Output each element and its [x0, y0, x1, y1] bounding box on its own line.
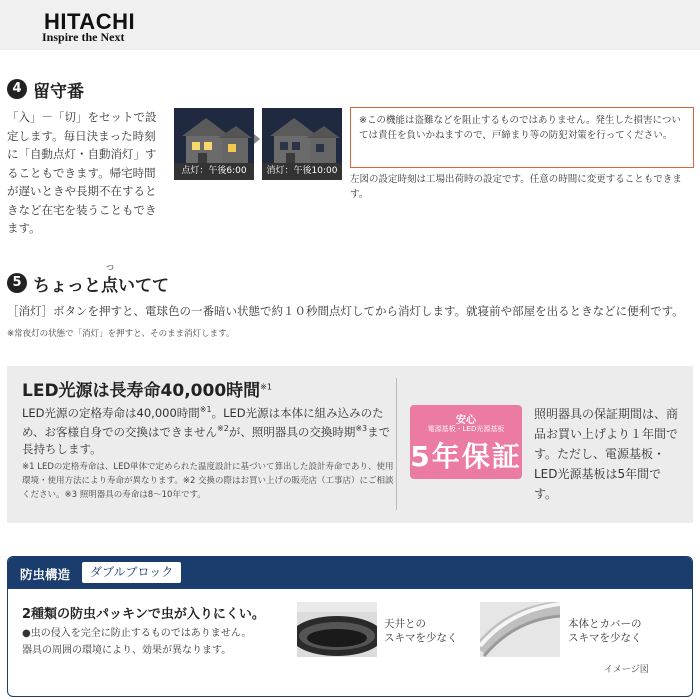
lights-on-time-label: 点灯：午後6:00 — [174, 163, 254, 180]
led-body-footnote-2: ※2 — [217, 424, 229, 434]
insect-proof-title: 2種類の防虫パッキンで虫が入りにくい。 — [22, 607, 265, 622]
led-footnotes: ※1 LEDの定格寿命は、LED単体で定められた温度設計に基づいて算出した設計寿命であり、使用環境・使用方法により寿命が異なります。※2 交換の際はお買い上げの販売店（工事店）にご相談ください。※3 照明器具の寿命は8～10年です。 — [22, 462, 394, 500]
led-panel-divider — [396, 378, 397, 510]
led-body-part-3: が、照明器具の交換時期 — [228, 425, 356, 440]
insect-proof-header — [8, 557, 693, 589]
cover-gap-caption — [568, 617, 642, 645]
badge-warranty-label: 5年保証 — [410, 440, 522, 473]
ceiling-gap-packing-image — [297, 602, 377, 657]
led-lifetime-body — [22, 402, 394, 457]
badge-coverage-label: 電源基板・LED光源基板 — [427, 425, 505, 433]
security-disclaimer-box: ※この機能は盗難などを阻止するものではありません。発生した損害については責任を負いかねますので、戸締まり等の防犯対策を行ってください。 — [350, 107, 694, 168]
insect-proof-notes — [22, 625, 287, 659]
brand-header — [0, 0, 700, 50]
ceiling-gap-caption-line-2: スキマを少なく — [384, 632, 458, 644]
brand-tagline: Inspire the Next — [42, 30, 125, 44]
ceiling-gap-caption — [384, 617, 458, 645]
section-5-body: ［消灯］ボタンを押すと、電球色の一番暗い状態で約１０秒間点灯してから消灯します。就寝前や部屋を出るときなどに便利です。 — [7, 304, 684, 318]
led-body-part-2: 。LED光源は本体に組み込みのため、お客様自身での交換はできません — [22, 405, 384, 440]
section-5-furigana: つ — [106, 263, 114, 272]
insect-proof-note-1: ●虫の侵入を完全に防止するものではありません。 — [22, 628, 252, 639]
section-4-number: 4 — [7, 79, 27, 99]
led-title-footnote-mark: ※1 — [260, 382, 272, 392]
led-body-part-4: まで長持ちします。 — [22, 425, 391, 456]
five-year-warranty-badge — [410, 405, 522, 479]
brand-logo: HITACHI — [44, 9, 136, 34]
lights-off-time-label: 消灯：午後10:00 — [262, 163, 342, 180]
chevron-right-icon — [254, 134, 260, 144]
cover-gap-packing-image — [480, 602, 560, 657]
double-block-tag: ダブルブロック — [82, 562, 181, 583]
insect-proof-label: 防虫構造 — [20, 567, 71, 582]
cover-gap-caption-line-1: 本体とカバーの — [568, 618, 642, 630]
insect-proof-note-2: 器具の周囲の環境により、効果が異なります。 — [22, 645, 232, 656]
section-4-body: 「入」－「切」をセットで設定します。毎日決まった時刻に「自動点灯・自動消灯」することもできます。帰宅時間が遅いときや長期不在するときなど在宅を装うこともできます。 — [7, 110, 157, 235]
section-5-title: ちょっと点いてて — [33, 276, 169, 296]
led-body-footnote-3: ※3 — [355, 424, 368, 434]
section-5-number: 5 — [7, 273, 27, 293]
led-lifetime-title — [22, 376, 272, 401]
ceiling-gap-caption-line-1: 天井との — [384, 618, 426, 630]
section-5-note: ※常夜灯の状態で「消灯」を押すと、そのまま消灯します。 — [7, 329, 235, 339]
led-body-part-1: LED光源の定格寿命は40,000時間 — [22, 405, 200, 420]
section-4-title: 留守番 — [33, 82, 84, 102]
led-title-text: LED光源は長寿命40,000時間 — [22, 381, 261, 401]
warranty-text: 照明器具の保証期間は、商品お買い上げより１年間です。ただし、電源基板・LED光源基板は5年間です。 — [534, 407, 679, 501]
factory-default-note: 左図の設定時刻は工場出荷時の設定です。任意の時間に変更することもできます。 — [350, 174, 682, 200]
led-body-footnote-1: ※1 — [199, 405, 212, 414]
illustration-note: イメージ図 — [604, 665, 649, 675]
badge-reassurance-label: 安心 — [456, 415, 476, 426]
cover-gap-caption-line-2: スキマを少なく — [568, 632, 642, 644]
